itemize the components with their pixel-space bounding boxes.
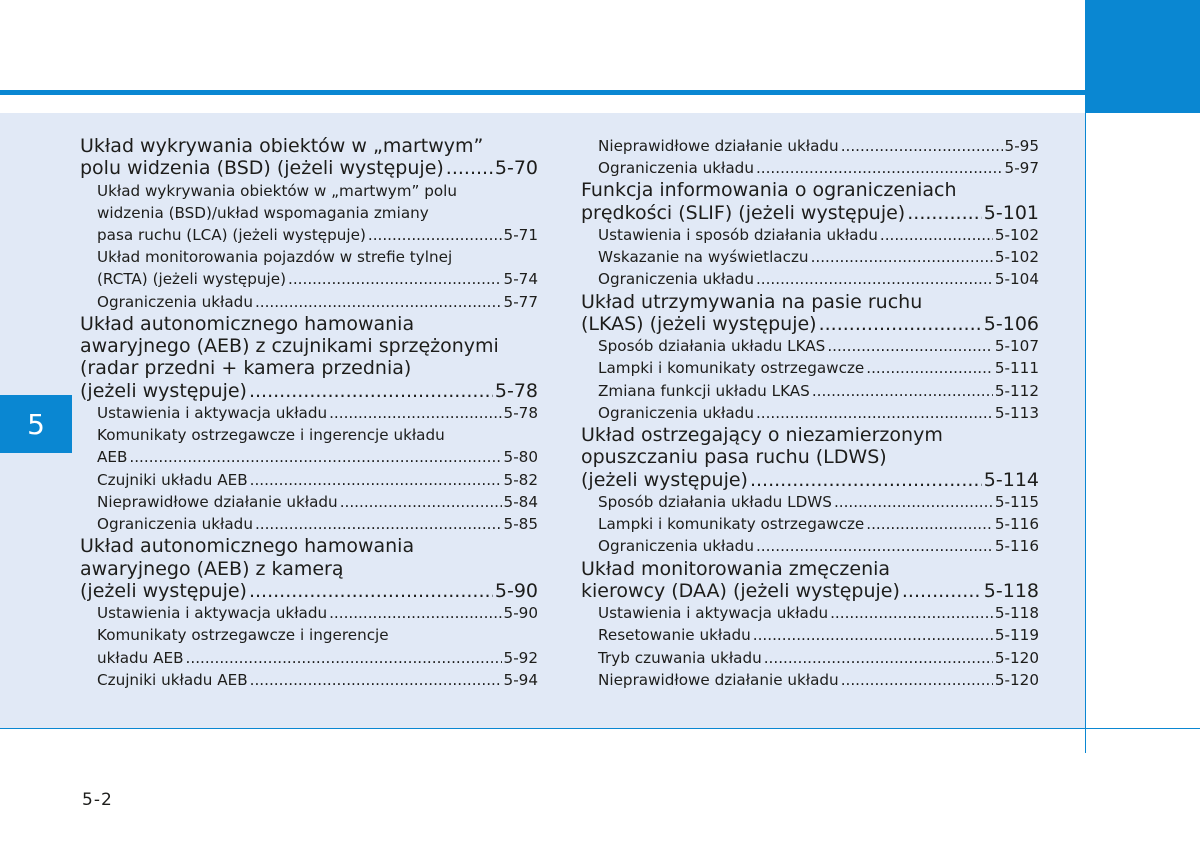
toc-page-number: 5-80: [503, 448, 538, 467]
toc-page-number: 5-114: [983, 468, 1039, 491]
dot-leader: [750, 469, 982, 491]
toc-subentry[interactable]: [97, 669, 538, 691]
toc-page-number: 5-94: [503, 670, 538, 689]
toc-page-number: 5-120: [994, 648, 1039, 667]
dot-leader: [756, 268, 993, 290]
dot-leader: [340, 491, 502, 513]
toc-subentry[interactable]: [598, 357, 1039, 379]
dot-leader: [753, 624, 993, 646]
footer-rule: [0, 728, 1200, 729]
toc-page-number: 5-115: [994, 492, 1039, 511]
toc-page-number: 5-111: [994, 359, 1039, 378]
toc-entry-text: Funkcja informowania o ograniczeniach: [581, 179, 957, 202]
toc-subentry[interactable]: [97, 402, 538, 424]
toc-entry-title: Ograniczenia układu: [97, 515, 253, 534]
page-number: 5-2: [82, 790, 113, 810]
dot-leader: [255, 291, 502, 313]
toc-subentry[interactable]: [97, 491, 538, 513]
toc-entry-title: Ograniczenia układu: [97, 292, 253, 311]
dot-leader: [249, 380, 493, 402]
dot-leader: [880, 224, 993, 246]
toc-entry-line: [97, 268, 538, 290]
dot-leader: [249, 580, 493, 602]
dot-leader: [250, 669, 502, 691]
dot-leader: [446, 157, 493, 179]
toc-entry-text: Układ wykrywania obiektów w „martwym” polu: [97, 181, 458, 200]
toc-subentry[interactable]: [97, 624, 538, 668]
toc-entry-line: [97, 469, 538, 491]
toc-page-number: 5-118: [994, 604, 1039, 623]
dot-leader: [866, 513, 993, 535]
toc-page-number: 5-101: [983, 201, 1039, 224]
toc-subentry[interactable]: [97, 180, 538, 247]
dot-leader: [902, 580, 982, 602]
toc-entry-text: Komunikaty ostrzegawcze i ingerencje układu: [97, 426, 445, 445]
toc-entry-text: Układ monitorowania zmęczenia: [581, 557, 891, 580]
toc-page-number: 5-74: [503, 270, 538, 289]
toc-subentry[interactable]: [598, 669, 1039, 691]
toc-entry-text: (radar przedni + kamera przednia): [80, 357, 412, 380]
toc-subentry[interactable]: [598, 535, 1039, 557]
toc-entry-title: Nieprawidłowe działanie układu: [97, 492, 338, 511]
toc-subentry[interactable]: [598, 513, 1039, 535]
toc-entry-title: Sposób działania układu LDWS: [598, 492, 832, 511]
toc-entry-line: [598, 513, 1039, 535]
toc-entry-title: Sposób działania układu LKAS: [598, 337, 826, 356]
toc-page-number: 5-106: [983, 312, 1039, 335]
toc-page-number: 5-78: [503, 404, 538, 422]
toc-entry-title: AEB: [97, 448, 128, 467]
toc-entry-text: awaryjnego (AEB) z czujnikami sprzężonymi: [80, 335, 499, 358]
toc-page-number: 5-77: [503, 292, 538, 311]
toc-entry-text: widzenia (BSD)/układ wspomagania zmiany: [97, 203, 429, 222]
toc-entry-line: [581, 313, 1039, 335]
dot-leader: [250, 469, 502, 491]
dot-leader: [368, 224, 502, 246]
toc-entry-line: [80, 580, 538, 602]
toc-subentry[interactable]: [97, 469, 538, 491]
toc-entry-title: Resetowanie układu: [598, 626, 751, 645]
toc-column-right: [581, 135, 1039, 691]
toc-entry-title: Ograniczenia układu: [598, 403, 754, 422]
toc-entry-text: Układ autonomicznego hamowania: [80, 312, 415, 335]
dot-leader: [129, 446, 501, 468]
toc-subentry[interactable]: [598, 135, 1039, 157]
toc-page-number: 5-85: [503, 515, 538, 534]
toc-entry-line: [80, 380, 538, 402]
toc-page-number: 5-95: [1004, 137, 1039, 155]
dot-leader: [764, 647, 993, 669]
dot-leader: [756, 157, 1003, 179]
dot-leader: [756, 535, 993, 557]
toc-entry-title: (RCTA) (jeżeli występuje): [97, 270, 287, 289]
toc-subentry[interactable]: [97, 246, 538, 290]
toc-subentry[interactable]: [598, 624, 1039, 646]
toc-entry-title: polu widzenia (BSD) (jeżeli występuje): [80, 157, 444, 180]
toc-entry-line: [598, 624, 1039, 646]
toc-subentry[interactable]: [97, 291, 538, 313]
toc-subentry[interactable]: [97, 424, 538, 468]
toc-page-number: 5-107: [994, 337, 1039, 356]
dot-leader: [329, 402, 501, 424]
toc-entry-title: Ograniczenia układu: [598, 270, 754, 289]
chapter-tab: [0, 395, 72, 453]
toc-entry-title: Ustawienia i aktywacja układu: [598, 604, 829, 623]
toc-entry-title: Zmiana funkcji układu LKAS: [598, 381, 810, 400]
toc-entry-line: [97, 602, 538, 624]
toc-heading[interactable]: [581, 424, 1039, 491]
toc-entry-title: Lampki i komunikaty ostrzegawcze: [598, 515, 865, 534]
dot-leader: [186, 647, 502, 669]
toc-entry-line: [598, 535, 1039, 557]
toc-entry-title: Nieprawidłowe działanie układu: [598, 137, 839, 155]
toc-page-number: 5-97: [1004, 159, 1039, 178]
toc-page-number: 5-92: [503, 648, 538, 667]
toc-entry-title: prędkości (SLIF) (jeżeli występuje): [581, 201, 906, 224]
dot-leader: [329, 602, 501, 624]
toc-entry-line: [97, 402, 538, 424]
toc-entry-line: [598, 246, 1039, 268]
dot-leader: [830, 602, 993, 624]
toc-entry-line: [97, 446, 538, 468]
toc-entry-line: [598, 602, 1039, 624]
toc-column-left: [80, 135, 538, 691]
toc-entry-text: Układ wykrywania obiektów w „martwym”: [80, 135, 484, 157]
toc-heading[interactable]: [581, 291, 1039, 336]
toc-entry-title: kierowcy (DAA) (jeżeli występuje): [581, 579, 900, 602]
toc-heading[interactable]: [581, 558, 1039, 603]
toc-page-number: 5-104: [994, 270, 1039, 289]
dot-leader: [841, 669, 993, 691]
toc-subentry[interactable]: [598, 246, 1039, 268]
toc-subentry[interactable]: [598, 647, 1039, 669]
toc-subentry[interactable]: [598, 491, 1039, 513]
toc-page-number: 5-78: [494, 379, 538, 402]
toc-page-number: 5-120: [994, 670, 1039, 689]
toc-page-number: 5-102: [994, 226, 1039, 244]
dot-leader: [811, 246, 993, 268]
dot-leader: [288, 268, 502, 290]
toc-page-number: 5-84: [503, 492, 538, 511]
toc-entry-line: [581, 469, 1039, 491]
toc-entry-title: Czujniki układu AEB: [97, 470, 248, 489]
toc-entry-title: Ustawienia i aktywacja układu: [97, 604, 328, 623]
toc-entry-line: [97, 291, 538, 313]
toc-entry-text: Komunikaty ostrzegawcze i ingerencje: [97, 626, 389, 645]
toc-entry-line: [598, 402, 1039, 424]
toc-page-number: 5-82: [503, 470, 538, 489]
toc-entry-text: Układ monitorowania pojazdów w strefie tylnej: [97, 248, 453, 267]
toc-entry-title: układu AEB: [97, 648, 184, 667]
toc-entry-line: [97, 513, 538, 535]
toc-entry-line: [598, 335, 1039, 357]
dot-leader: [834, 491, 993, 513]
dot-leader: [819, 313, 982, 335]
toc-entry-text: awaryjnego (AEB) z kamerą: [80, 557, 344, 580]
toc-entry-line: [598, 647, 1039, 669]
toc-entry-title: Ograniczenia układu: [598, 537, 754, 556]
toc-page-number: 5-118: [983, 579, 1039, 602]
toc-entry-line: [97, 669, 538, 691]
dot-leader: [841, 135, 1003, 157]
toc-entry-title: (jeżeli występuje): [80, 579, 247, 602]
toc-subentry[interactable]: [598, 224, 1039, 246]
toc-subentry[interactable]: [598, 402, 1039, 424]
toc-page-number: 5-90: [494, 579, 538, 602]
toc-entry-line: [598, 135, 1039, 157]
dot-leader: [255, 513, 502, 535]
toc-entry-text: Układ autonomicznego hamowania: [80, 535, 415, 558]
dot-leader: [812, 380, 993, 402]
toc-entry-title: pasa ruchu (LCA) (jeżeli występuje): [97, 226, 366, 244]
toc-entry-line: [80, 157, 538, 179]
toc-subentry[interactable]: [598, 268, 1039, 290]
toc-heading[interactable]: [80, 313, 538, 402]
dot-leader: [827, 335, 993, 357]
toc-page-number: 5-116: [994, 515, 1039, 534]
toc-entry-text: Układ ostrzegający o niezamierzonym: [581, 424, 943, 447]
toc-subentry[interactable]: [598, 335, 1039, 357]
toc-entry-line: [581, 580, 1039, 602]
toc-entry-title: Nieprawidłowe działanie układu: [598, 670, 839, 689]
toc-entry-text: Układ utrzymywania na pasie ruchu: [581, 290, 923, 313]
toc-subentry[interactable]: [598, 602, 1039, 624]
dot-leader: [866, 357, 993, 379]
toc-entry-line: [598, 357, 1039, 379]
toc-subentry[interactable]: [598, 157, 1039, 179]
toc-page-number: 5-71: [503, 226, 538, 244]
toc-heading[interactable]: [80, 135, 538, 180]
toc-entry-title: Wskazanie na wyświetlaczu: [598, 248, 809, 267]
toc-heading[interactable]: [581, 179, 1039, 224]
toc-entry-line: [598, 224, 1039, 246]
toc-entry-line: [598, 491, 1039, 513]
toc-subentry[interactable]: [97, 513, 538, 535]
toc-entry-line: [581, 202, 1039, 224]
toc-entry-title: Ograniczenia układu: [598, 159, 754, 178]
toc-entry-line: [97, 491, 538, 513]
toc-page-number: 5-102: [994, 248, 1039, 267]
toc-entry-line: [97, 224, 538, 246]
toc-page-number: 5-116: [994, 537, 1039, 556]
toc-entry-title: (jeżeli występuje): [80, 379, 247, 402]
toc-subentry[interactable]: [598, 380, 1039, 402]
toc-page-number: 5-112: [994, 381, 1039, 400]
toc-page-number: 5-119: [994, 626, 1039, 645]
dot-leader: [756, 402, 993, 424]
toc-entry-line: [598, 268, 1039, 290]
toc-entry-title: Tryb czuwania układu: [598, 648, 762, 667]
panel-right-rule: [1085, 113, 1086, 753]
toc-page-number: 5-70: [494, 157, 538, 180]
toc-entry-title: Ustawienia i sposób działania układu: [598, 226, 878, 244]
toc-page-number: 5-90: [503, 604, 538, 623]
toc-entry-line: [598, 157, 1039, 179]
toc-entry-line: [598, 669, 1039, 691]
chapter-number: 5: [27, 407, 45, 441]
toc-entry-title: Ustawienia i aktywacja układu: [97, 404, 328, 422]
toc-subentry[interactable]: [97, 602, 538, 624]
toc-entry-title: Lampki i komunikaty ostrzegawcze: [598, 359, 865, 378]
toc-entry-title: Czujniki układu AEB: [97, 670, 248, 689]
corner-color-block: [1085, 0, 1200, 113]
toc-heading[interactable]: [80, 535, 538, 602]
header-rule: [0, 90, 1085, 95]
toc-entry-text: opuszczaniu pasa ruchu (LDWS): [581, 446, 887, 469]
toc-entry-title: (LKAS) (jeżeli występuje): [581, 312, 817, 335]
toc-page-number: 5-113: [994, 403, 1039, 422]
toc-entry-title: (jeżeli występuje): [581, 468, 748, 491]
toc-entry-line: [97, 647, 538, 669]
dot-leader: [907, 202, 982, 224]
toc-entry-line: [598, 380, 1039, 402]
